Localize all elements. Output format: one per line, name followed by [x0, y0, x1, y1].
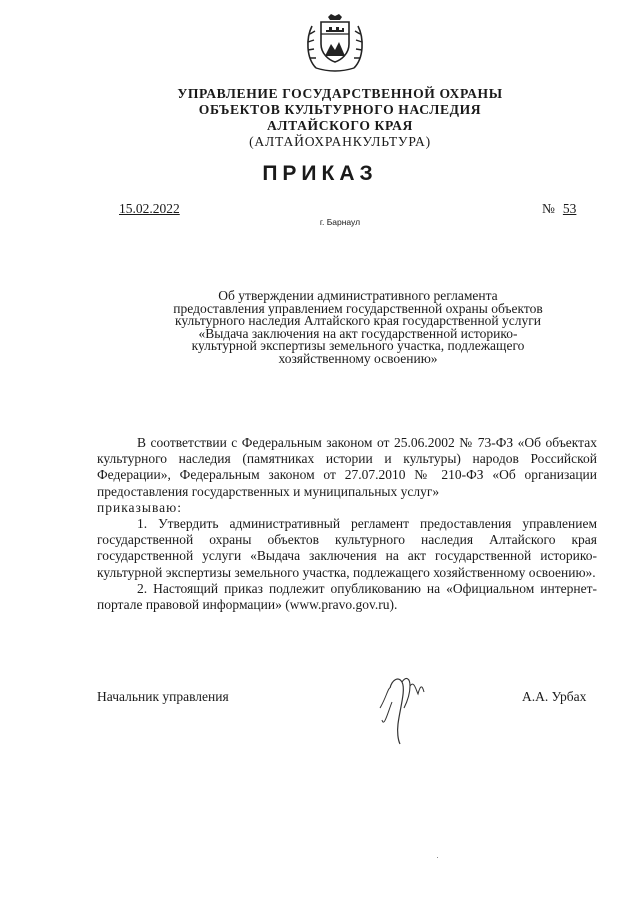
- header-line-1: УПРАВЛЕНИЕ ГОСУДАРСТВЕННОЙ ОХРАНЫ: [177, 86, 503, 101]
- preamble: В соответствии с Федеральным законом от 25.06.2002 № 73-ФЗ «Об объектах культурного наследия (памятниках истории и культуры) народов Российской Федерации», Федеральным законом от 27.07.2010 № 210-ФЗ «Об организации предоставления государственных и муниципальных услуг»: [97, 435, 597, 499]
- header-line-2: ОБЪЕКТОВ КУЛЬТУРНОГО НАСЛЕДИЯ: [198, 102, 482, 117]
- document-number: [542, 201, 576, 217]
- number-label: №: [542, 201, 555, 216]
- handwritten-signature: [376, 668, 436, 746]
- signatory-name: А.А. Урбах: [522, 689, 587, 704]
- document-type: ПРИКАЗ: [262, 162, 378, 185]
- item-2: 2. Настоящий приказ подлежит опубликованию на «Официальном интернет-портале правовой информации» (www.pravo.gov.ru).: [97, 580, 597, 613]
- item-1: 1. Утвердить административный регламент предоставления управлением государственной охраны объектов культурного наследия Алтайского края государственной услуги «Выдача заключения на акт государственной историко-культурной экспертизы земельного участка, подлежащего хозяйственному освоению».: [97, 516, 597, 580]
- document-date: 15.02.2022: [119, 201, 180, 216]
- signatory-role: Начальник управления: [97, 689, 229, 704]
- organization-header: [150, 86, 530, 150]
- document-title: Об утверждении административного регламента предоставления управлением государственной охраны объектов культурного наследия Алтайского края государственной услуги «Выдача заключения на акт государственной историко-культурной экспертизы земельного участка, подлежащего хозяйственному освоению»: [173, 288, 543, 366]
- number-value: 53: [562, 201, 577, 216]
- coat-of-arms-emblem: [302, 12, 368, 74]
- scan-speck: [437, 857, 438, 858]
- organization-short-name: (АЛТАЙОХРАНКУЛЬТУРА): [249, 134, 431, 149]
- document-body: [97, 435, 597, 613]
- city: г. Барнаул: [319, 217, 361, 227]
- header-line-3: АЛТАЙСКОГО КРАЯ: [267, 118, 413, 133]
- order-word: приказываю:: [97, 499, 182, 515]
